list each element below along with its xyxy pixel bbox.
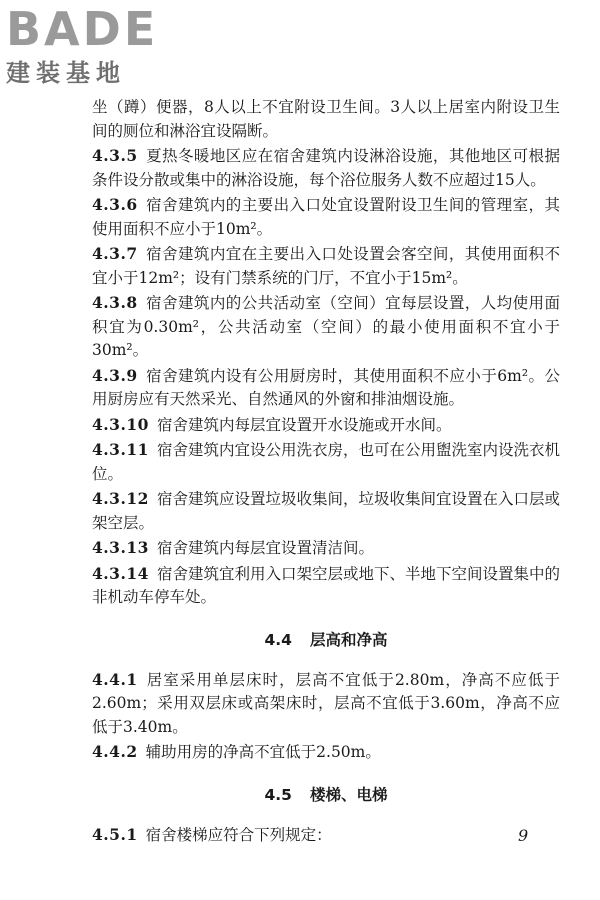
clause-4-3-13 <box>92 536 560 561</box>
clause-4-3-12 <box>92 487 560 535</box>
clause-4-3-8 <box>92 291 560 363</box>
clause-text: 宿舍建筑应设置垃圾收集间，垃圾收集间宜设置在入口层或架空层。 <box>92 490 560 532</box>
clause-text: 宿舍建筑宜利用入口架空层或地下、半地下空间设置集中的非机动车停车处。 <box>92 564 560 606</box>
clause-text: 辅助用房的净高不宜低于2.50m。 <box>145 743 381 761</box>
section-number: 4.4 <box>264 630 292 649</box>
section-heading-4-4 <box>92 628 560 652</box>
clause-4-5-1 <box>92 823 560 848</box>
clause-text: 居室采用单层床时，层高不宜低于2.80m，净高不应低于2.60m；采用双层床或高架床时，层高不宜低于3.60m，净高不应低于3.40m。 <box>92 670 560 736</box>
clause-text: 宿舍建筑内设有公用厨房时，其使用面积不应小于6m²。公用厨房应有天然采光、自然通风的外窗和排油烟设施。 <box>92 366 560 408</box>
clause-4-4-2 <box>92 740 560 765</box>
section-number: 4.5 <box>264 785 292 804</box>
clause-text: 宿舍建筑内宜在主要出入口处设置会客空间，其使用面积不宜小于12m²；设有门禁系统的门厅，不宜小于15m²。 <box>92 245 560 287</box>
clause-number: 4.3.6 <box>92 195 138 214</box>
clause-number: 4.3.5 <box>92 146 138 165</box>
clause-number: 4.3.13 <box>92 538 149 557</box>
clause-number: 4.4.2 <box>92 742 138 761</box>
clause-4-3-5 <box>92 144 560 192</box>
clause-4-3-14 <box>92 562 560 610</box>
clause-number: 4.3.12 <box>92 489 149 508</box>
brand-logo <box>6 4 196 90</box>
clause-number: 4.5.1 <box>92 824 138 844</box>
clause-4-4-1 <box>92 668 560 740</box>
document-body <box>92 96 560 848</box>
clause-text: 坐（蹲）便器，8人以上不宜附设卫生间。3人以上居室内附设卫生间的厕位和淋浴宜设隔断。 <box>92 98 560 140</box>
clause-number: 4.3.11 <box>92 440 149 459</box>
clause-4-3-11 <box>92 438 560 486</box>
section-title: 层高和净高 <box>309 630 388 649</box>
clause-text: 宿舍建筑内的主要出入口处宜设置附设卫生间的管理室，其使用面积不应小于10m²。 <box>92 196 560 238</box>
clause-number: 4.3.9 <box>92 365 138 385</box>
clause-4-3-6 <box>92 193 560 241</box>
clause-number: 4.4.1 <box>92 669 138 689</box>
clause-text: 宿舍建筑内宜设公用洗衣房，也可在公用盥洗室内设洗衣机位。 <box>92 441 560 483</box>
clause-number: 4.3.10 <box>92 414 149 434</box>
clause-text: 宿舍建筑内的公共活动室（空间）宜每层设置，人均使用面积宜为0.30m²，公共活动室（空间）的最小使用面积不宜小于30m²。 <box>92 294 560 359</box>
clause-4-3-9 <box>92 364 560 412</box>
clause-number: 4.3.7 <box>92 244 138 263</box>
clause-number: 4.3.8 <box>92 293 138 312</box>
logo-wordmark: BADE <box>6 2 159 56</box>
clause-text: 宿舍建筑内每层宜设置清洁间。 <box>156 539 374 557</box>
clause-text: 夏热冬暖地区应在宿舍建筑内设淋浴设施，其他地区可根据条件设分散或集中的淋浴设施，每个浴位服务人数不应超过15人。 <box>92 147 560 189</box>
clause-4-3-10 <box>92 413 560 438</box>
section-heading-4-5 <box>92 783 560 807</box>
clause-number: 4.3.14 <box>92 563 149 583</box>
section-title: 楼梯、电梯 <box>309 785 388 804</box>
clause-continuation <box>92 96 560 143</box>
page-number: 9 <box>518 826 529 845</box>
clause-4-3-7 <box>92 242 560 290</box>
clause-text: 宿舍楼梯应符合下列规定： <box>145 825 332 844</box>
logo-subtitle: 建装基地 <box>6 59 126 87</box>
clause-text: 宿舍建筑内每层宜设置开水设施或开水间。 <box>156 415 452 434</box>
